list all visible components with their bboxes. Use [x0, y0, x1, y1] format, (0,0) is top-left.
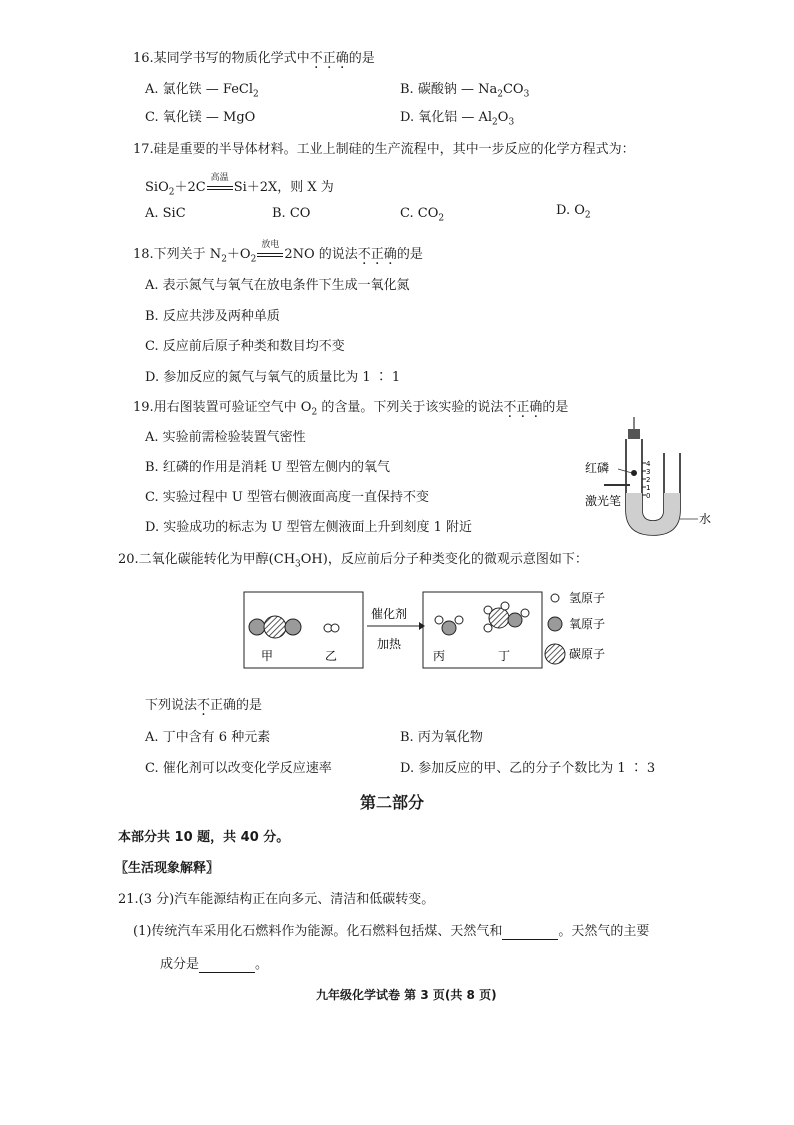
water-fill [626, 493, 680, 535]
scale-label: 1 [646, 484, 651, 492]
page-footer: 九年级化学试卷 第 3 页(共 8 页) [316, 988, 497, 1002]
carbon-atom-icon [264, 616, 286, 638]
carbon-atom-icon [489, 608, 509, 628]
heat-label: 加热 [377, 637, 402, 651]
oxygen-atom-icon [508, 613, 522, 627]
legend-hydrogen-icon [551, 594, 559, 602]
hydrogen-atom-icon [484, 624, 492, 632]
q16-option-b: B. 碳酸钠 — $Na_2CO_3$ [400, 82, 530, 100]
q16-option-a: A. 氯化铁 — FeCl$_2$ [145, 82, 259, 100]
part2-description: 本部分共 10 题，共 40 分。 [118, 830, 290, 845]
q16-option-c: C. 氧化镁 — MgO [145, 110, 256, 125]
q17-equation: SiO$_2$＋2C 高温 Si＋2X，则 X 为 [145, 173, 334, 198]
label-bing: 丙 [433, 649, 446, 663]
q19-option-b: B. 红磷的作用是消耗 U 型管左侧内的氧气 [145, 460, 391, 475]
answer-blank-1[interactable] [502, 924, 558, 940]
catalyst-label: 催化剂 [371, 607, 408, 621]
q20-option-d: D. 参加反应的甲、乙的分子个数比为 1 ∶ 3 [400, 761, 656, 776]
legend-oxygen: 氧原子 [569, 617, 606, 631]
label-red-phosphorus: 红磷 [585, 461, 610, 475]
q17-option-c: C. $CO_2$ [400, 206, 445, 224]
label-water: 水 [699, 512, 712, 526]
hydrogen-atom-icon [435, 616, 443, 624]
legend-carbon: 碳原子 [569, 647, 606, 661]
label-jia: 甲 [261, 649, 274, 663]
hydrogen-atom-icon [521, 609, 529, 617]
q21-part1-cont: 成分是 。 [160, 957, 269, 972]
q17-option-a: A. SiC [145, 206, 186, 221]
scale-label: 2 [646, 476, 651, 484]
oxygen-atom-icon [442, 621, 456, 635]
label-ding: 丁 [498, 649, 511, 663]
q18-option-c: C. 反应前后原子种类和数目均不变 [145, 339, 345, 354]
molecule-diagram [243, 588, 643, 673]
q16-option-d: D. 氧化铝 — $Al_2O_3$ [400, 110, 515, 128]
q20-option-c: C. 催化剂可以改变化学反应速率 [145, 761, 332, 776]
oxygen-atom-icon [249, 619, 265, 635]
q19-option-c: C. 实验过程中 U 型管右侧液面高度一直保持不变 [145, 490, 429, 505]
q19-option-a: A. 实验前需检验装置气密性 [145, 430, 306, 445]
q17-option-b: B. CO [272, 206, 311, 221]
category-heading: 〖生活现象解释〗 [115, 861, 220, 876]
hydrogen-atom-icon [501, 602, 509, 610]
oxygen-atom-icon [285, 619, 301, 635]
q16-stem: 16.某同学书写的物质化学式中不正确的是 [133, 51, 375, 66]
scale-label: 3 [646, 468, 651, 476]
q20-option-a: A. 丁中含有 6 种元素 [145, 730, 271, 745]
scale-label: 0 [646, 492, 651, 500]
u-tube-figure [580, 415, 720, 545]
label-yi: 乙 [325, 649, 338, 663]
hydrogen-atom-icon [455, 616, 463, 624]
legend-carbon-icon [545, 644, 565, 664]
legend-oxygen-icon [548, 617, 562, 631]
q18-option-a: A. 表示氮气与氧气在放电条件下生成一氧化氮 [145, 278, 410, 293]
q19-stem: 19.用右图装置可验证空气中 $O_2$ 的含量。下列关于该实验的说法不正确的是 [133, 400, 569, 418]
q19-option-d: D. 实验成功的标志为 U 型管左侧液面上升到刻度 1 附近 [145, 520, 472, 535]
q18-option-b: B. 反应共涉及两种单质 [145, 309, 280, 324]
label-laser-pen: 激光笔 [585, 494, 622, 508]
q20-sub-stem: 下列说法不正确的是 [145, 698, 263, 713]
part2-title: 第二部分 [360, 793, 425, 812]
q17-option-d: D. $O_2$ [556, 203, 591, 221]
scale-label: 4 [646, 460, 651, 468]
q21-stem: 21.(3 分)汽车能源结构正在向多元、清洁和低碳转变。 [118, 892, 435, 907]
q20-option-b: B. 丙为氧化物 [400, 730, 483, 745]
hydrogen-atom-icon [331, 624, 339, 632]
q18-stem: 18.下列关于 $N_2+O_2$ 放电 2NO 的说法不正确的是 [133, 240, 423, 265]
q17-stem: 17.硅是重要的半导体材料。工业上制硅的生产流程中，其中一步反应的化学方程式为： [133, 142, 635, 157]
q21-part1: (1)传统汽车采用化石燃料作为能源。化石燃料包括煤、天然气和 。天然气的主要 [133, 924, 650, 939]
q20-stem: 20.二氧化碳能转化为甲醇$(CH_3OH)$，反应前后分子种类变化的微观示意图如下： [118, 552, 588, 570]
answer-blank-2[interactable] [199, 957, 255, 973]
q18-option-d: D. 参加反应的氮气与氧气的质量比为 1 ∶ 1 [145, 370, 401, 385]
stopper-icon [628, 429, 640, 439]
legend-hydrogen: 氢原子 [569, 591, 606, 605]
